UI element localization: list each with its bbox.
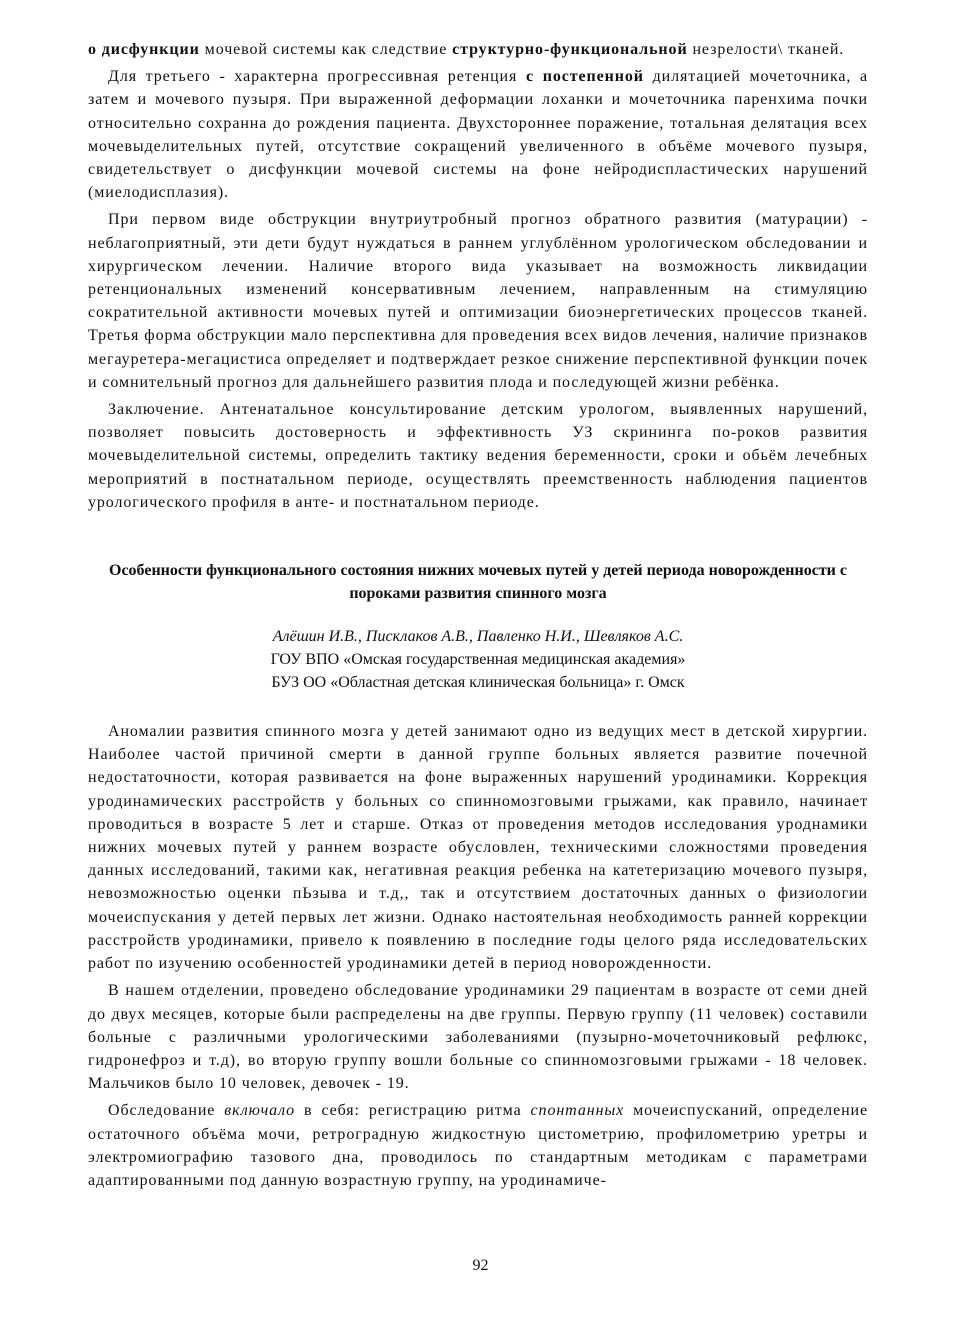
paragraph: Для третьего - характерна прогрессивная ретенция с постепенной дилятацией мочеточника, а затем и мочевого пузыря. При выраженной деформации лоханки и мочеточника паренхима почки относительно сохранна до рождения пациента. Двухстороннее поражение, тотальная делятация всех мочевыделительных путей, отсутствие сокращений увеличенного в объёме мочевого пузыря, свидетельствует о дисфункции мочевой системы на фоне нейродиспластических нарушений (миелодисплазия).	[88, 68, 868, 202]
affiliation-line: БУЗ ОО «Областная детская клиническая больница» г. Омск	[271, 674, 685, 692]
author-list: Алёшин И.В., Писклаков А.В., Павленко Н.И., Шевляков А.С.	[272, 628, 684, 646]
conclusion-label: Заключение	[108, 401, 200, 419]
paragraph: При первом виде обструкции внутриутробный прогноз обратного развития (матурации) - неблагоприятный, эти дети будут нуждаться в раннем углублённом урологическом обследовании и хирургическом лечении. Наличие второго вида указывает на возможность ликвидации ретенциональных изменений консервативным лечением, направленным на стимуляцию сократительной активности мочевых путей и оптимизации биоэнергетических процессов тканей. Третья форма обструкции мало перспективна для проведения всех видов лечения, наличие признаков мегауретера-мегацистиса определяет и подтверждает резкое снижение перспективной функции почек и сомнительный прогноз для дальнейшего развития плода и последующей жизни ребёнка.	[88, 211, 868, 391]
article-title: Особенности функционального состояния нижних мочевых путей у детей периода новорожденности с пороками развития спинного мозга	[109, 562, 847, 603]
italic-word: спонтанных	[530, 1102, 625, 1120]
page-number: 92	[472, 1257, 489, 1274]
italic-word: включало	[224, 1102, 296, 1120]
conclusion-paragraph: Заключение. Антенатальное консультирование детским урологом, выявленных нарушений, позволяет повысить достоверность и эффективность УЗ скрининга по-роков развития мочевыделительной системы, определить тактику ведения беременности, сроки и обьём лечебных мероприятий в постнатальном периоде, осуществлять преемственность наблюдения пациентов урологического профиля в анте- и постнатальном периоде.	[88, 401, 868, 511]
paragraph-continuation: о дисфункции мочевой системы как следствие структурно-функциональной незрелости\ тканей.	[88, 41, 845, 58]
paragraph: Обследование включало в себя: регистрацию ритма спонтанных мочеиспусканий, определение остаточного объёма мочи, ретроградную жидкостную цистометрию, профилометрию уретры и электромиографию тазового дна, проводилось по стандартным методикам с параметрами адаптированными под данную возрастную группу, на уродинамиче-	[88, 1102, 868, 1189]
bold-phrase: о дисфункции	[88, 41, 200, 58]
bold-phrase: структурно-функциональной	[452, 41, 688, 58]
affiliation-line: ГОУ ВПО «Омская государственная медицинская академия»	[270, 651, 686, 669]
bold-phrase: с постепенной	[525, 68, 644, 86]
paragraph: Аномалии развития спинного мозга у детей занимают одно из ведущих мест в детской хирургии. Наиболее частой причиной смерти в данной группе больных является развитие почечной недостаточности, которая развивается на фоне выраженных нарушений уродинамики. Коррекция уродинамических расстройств у больных со спинномозговыми грыжами, как правило, начинает проводиться в возрасте 5 лет и старше. Отказ от проведения методов исследования уроднамики нижних мочевых путей у раннем возрасте обусловлен, техническими сложностями проведения данных исследований, такими как, негативная реакция ребенка на катетеризацию мочевого пузыря, невозможностью оценки пЬзыва и т.д,, так и отсутствием достаточных данных о физиологии мочеиспускания у детей первых лет жизни. Однако настоятельная необходимость ранней коррекции расстройств уродинамики, привело к появлению в последние годы целого ряда исследовательских работ по изучению особенностей уродинамики детей в период новорожденности.	[88, 723, 868, 973]
paragraph: В нашем отделении, проведено обследование уродинамики 29 пациентам в возрасте от семи дней до двух месяцев, которые были распределены на две группы. Первую группу (11 человек) составили больные с различными урологическими заболеваниями (пузырно-мочеточниковый рефлюкс, гидронефроз и т.д), во вторую группу вошли больные со спинномозговыми грыжами - 18 человек. Мальчиков было 10 человек, девочек - 19.	[88, 982, 868, 1093]
page-body	[88, 38, 868, 1192]
